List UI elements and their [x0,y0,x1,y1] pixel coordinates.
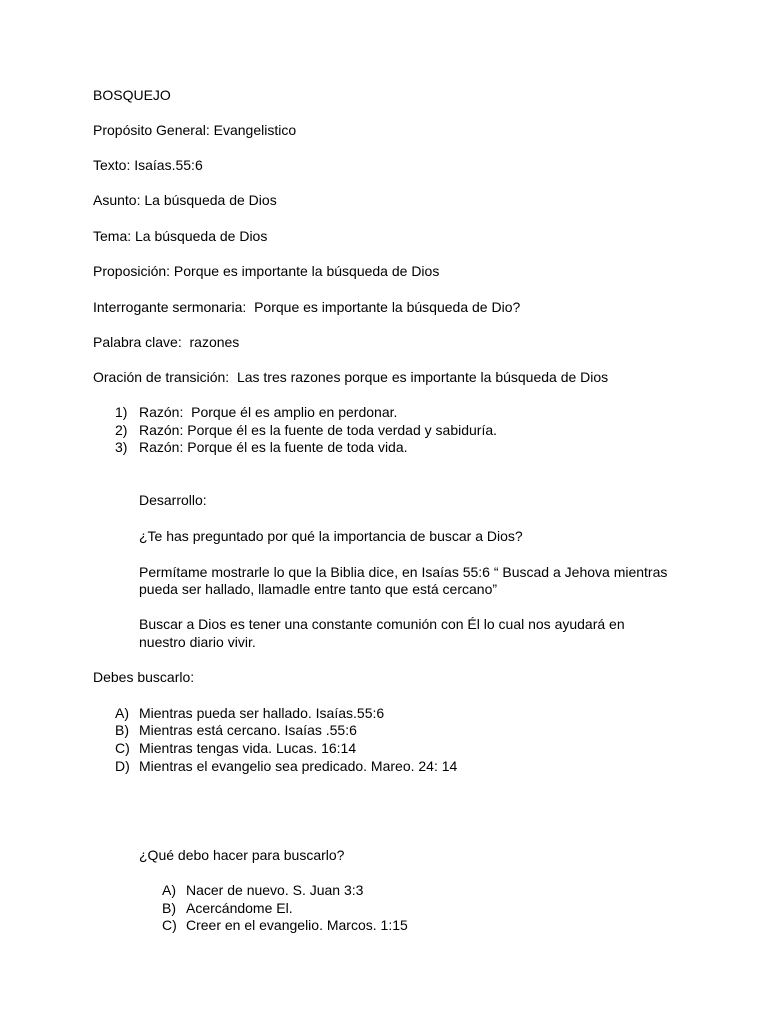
list-marker: 1) [115,404,128,420]
paragraph-line: pueda ser hallado, llamadle entre tanto que está cercano” [139,581,498,597]
list-item-text: Razón: Porque él es amplio en perdonar. [139,404,398,420]
palabra-clave-line: Palabra clave: razones [93,334,240,350]
list-marker: A) [115,705,129,721]
list-marker: C) [162,917,177,933]
proposicion-line: Proposición: Porque es importante la búsqueda de Dios [93,263,440,279]
list-item-text: Razón: Porque él es la fuente de toda verdad y sabiduría. [139,422,498,438]
list-item-text: Mientras pueda ser hallado. Isaías.55:6 [139,705,385,721]
list-item-text: Razón: Porque él es la fuente de toda vida. [139,439,408,455]
list-item-text: Nacer de nuevo. S. Juan 3:3 [186,882,364,898]
list-marker: A) [162,882,176,898]
asunto-line: Asunto: La búsqueda de Dios [93,192,277,208]
debes-buscarlo-heading: Debes buscarlo: [93,669,195,685]
oracion-transicion-line: Oración de transición: Las tres razones porque es importante la búsqueda de Dios [93,369,609,385]
list-marker: B) [162,900,176,916]
list-item-text: Mientras está cercano. Isaías .55:6 [139,722,357,738]
list-item-text: Mientras el evangelio sea predicado. Mareo. 24: 14 [139,758,458,774]
paragraph-line: nuestro diario vivir. [139,634,256,650]
interrogante-line: Interrogante sermonaria: Porque es importante la búsqueda de Dio? [93,299,521,315]
list-item-text: Mientras tengas vida. Lucas. 16:14 [139,740,357,756]
list-marker: D) [115,758,130,774]
list-item-text: Creer en el evangelio. Marcos. 1:15 [186,917,408,933]
tema-line: Tema: La búsqueda de Dios [93,228,268,244]
texto-line: Texto: Isaías.55:6 [93,157,203,173]
desarrollo-heading: Desarrollo: [139,492,207,508]
proposito-general-line: Propósito General: Evangelistico [93,122,297,138]
list-marker: B) [115,722,129,738]
list-item-text: Acercándome El. [186,900,293,916]
list-marker: 3) [115,439,128,455]
paragraph-line: Buscar a Dios es tener una constante comunión con Él lo cual nos ayudará en [139,616,625,632]
document-title: BOSQUEJO [93,87,171,103]
list-marker: C) [115,740,130,756]
desarrollo-question: ¿Te has preguntado por qué la importancia de buscar a Dios? [139,528,523,544]
que-debo-heading: ¿Qué debo hacer para buscarlo? [139,847,345,863]
paragraph-line: Permítame mostrarle lo que la Biblia dice, en Isaías 55:6 “ Buscad a Jehova mientras [139,564,668,580]
list-marker: 2) [115,422,128,438]
